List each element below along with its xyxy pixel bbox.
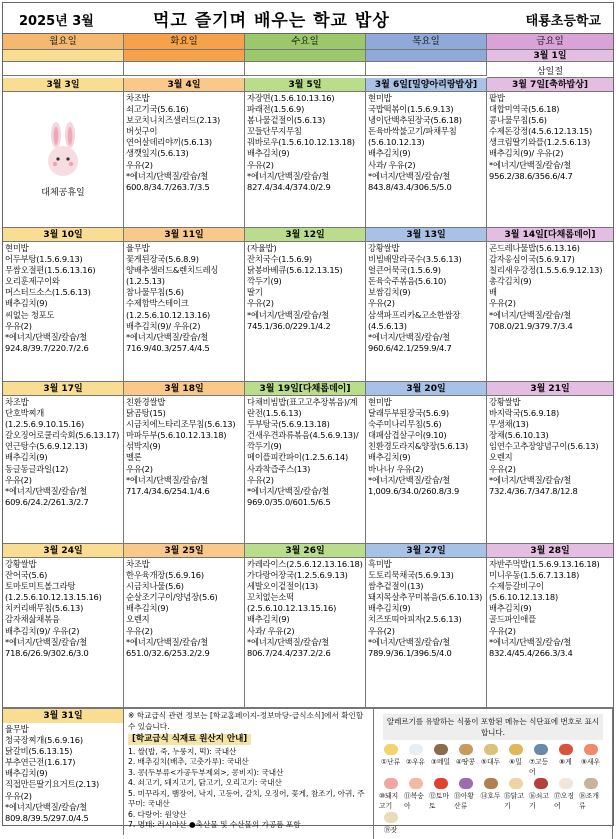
allergy-label: ⑫토마토 <box>429 792 449 810</box>
menu-text: 카레라이스(2.5.6.12.13.16.18) 가다랑어장국(1.2.5.6.9.13) 세발오이겉절이(13) 꼬치없는소떡(2.5.6.10.12.13.15.16) 배추김치(9) 사과/ 우유(2) *에너지/단백질/칼슘/철 806.7/24.4/237.2/2.6 <box>247 559 363 658</box>
page-title: 먹고 즐기며 배우는 학교 밥상 <box>153 11 390 31</box>
allergen-food-icon <box>384 812 398 823</box>
allergy-item <box>454 744 477 776</box>
week5-monday <box>3 709 124 835</box>
menu-cell <box>124 92 245 228</box>
holiday-label: 대체공휴일 <box>41 188 85 198</box>
allergy-item <box>529 744 552 776</box>
allergy-item <box>479 778 502 810</box>
empty-cell <box>366 62 487 76</box>
day-header-fri: 금요일 <box>487 34 613 50</box>
allergen-food-icon <box>409 744 423 755</box>
menu-cell <box>3 558 124 708</box>
allergy-label: ⑱조개류 <box>579 792 599 810</box>
empty-cell <box>124 62 245 76</box>
empty-cell <box>245 62 366 76</box>
menu-cell <box>124 242 245 382</box>
allergen-food-icon <box>559 744 573 755</box>
menu-text: 차조밥 한우육개장(5.6.9.16) 시금치나물(5.6) 순살조기구이/양념장(5.6) 배추김치(9) 오렌지 우유(2) *에너지/단백질/칼슘/철 651.0/32.6/253.2/2.9 <box>126 559 218 658</box>
allergy-item <box>579 744 602 776</box>
menu-cell <box>366 396 487 544</box>
allergen-food-icon <box>434 744 448 755</box>
allergy-grid <box>377 742 609 836</box>
menu-text: 율무밥 청국장찌개(5.6.9.16) 닭갈비(5.6.13.15) 부추연근전(1.6.17) 배추김치(9) 직접만든딸기요거트(2.13) 우유(2) *에너지/단백질/칼슘/철 809.8/39.5/297.0/4.5 <box>5 724 100 823</box>
title-bar <box>3 3 613 34</box>
allergy-item <box>429 744 452 776</box>
allergy-item <box>529 778 552 810</box>
menu-text: 곤드레나물밥(5.6.13.16) 감자옹심이국(5.6.9.17) 칠리새우강정(1.5.5.6.9.12.13) 총각김치(9) 배 우유(2) *에너지/단백질/칼슘/철 708.0/21.9/379.7/3.4 <box>489 243 603 331</box>
date-header: 3월 18일 <box>124 382 245 396</box>
allergen-food-icon <box>384 778 398 789</box>
allergen-food-icon <box>409 778 423 789</box>
allergen-food-icon <box>484 744 498 755</box>
color-strip <box>124 50 245 62</box>
menu-text: 흑미밥 도토리묵채국(5.6.9.13) 쌈추겉절이(13) 돼지목살추꾸미볶음(5.6.10.13) 배추김치(9) 치즈또띠아피자(2.5.6.13) 우유(2) *에너지/단백질/칼슘/철 789.9/36.1/396.5/4.0 <box>368 559 483 658</box>
date-header: 3월 13일 <box>366 228 487 242</box>
notice-item: 7. 명태: 러시아산 ●축산물 및 수산물의 가공품 포함 <box>128 820 301 829</box>
empty-cell <box>3 62 124 76</box>
menu-text: 차조밥 단호박찌개(1.2.5.6.9.10.15.16) 갈오징어로쿨리숙회(5.6.13.17) 연근탕수(5.6.9.12.13) 배추김치(9) 동글동글과일(12) 우유(2) *에너지/단백질/칼슘/철 609.6/24.2/261.3/2.7 <box>5 397 120 507</box>
allergy-item <box>404 744 427 776</box>
allergy-label: ⑮닭고기 <box>504 792 524 810</box>
allergy-label: ⑤대두 <box>480 758 501 766</box>
allergy-label: ⑦고등어 <box>529 758 549 776</box>
menu-cell <box>245 558 366 708</box>
color-strip <box>245 50 366 62</box>
allergen-food-icon <box>534 778 548 789</box>
allergen-food-icon <box>384 744 398 755</box>
allergen-food-icon <box>584 744 598 755</box>
menu-cell <box>245 396 366 544</box>
date-header: 3월 21일 <box>487 382 613 396</box>
date-header: 3월 19일[다채롭데이] <box>245 382 366 396</box>
origin-notice <box>124 709 374 839</box>
menu-text: 강황쌀밥 비빔배말라국수(3.5.6.13) 얼큰어묵국(1.5.6.9) 돈육숙주볶음(5.6.10) 보쌈김치(9) 우유(2) 삼색파프리카&고소한쌈장(4.5.6.13) *에너지/단백질/칼슘/철 960.6/42.1/259.9/4.7 <box>368 243 462 353</box>
menu-text: 팥밥 대합미역국(5.6.18) 콩나물무침(5.6) 수제돈강정(4.5.6.12.13.15) 생크림딸기와플(1.2.5.6.13) 배추김치(9)/ 우유(2) *에너지/단백질/칼슘/철 956.2/38.6/356.6/4.7 <box>489 93 593 181</box>
allergy-item <box>404 778 427 810</box>
date-header: 3월 11일 <box>124 228 245 242</box>
school-name: 태룡초등학교 <box>525 14 601 29</box>
date-header: 3월 1일 <box>487 50 613 62</box>
allergy-label: ④땅콩 <box>455 758 476 766</box>
menu-cell <box>487 92 613 228</box>
allergy-item <box>504 778 527 810</box>
color-strip <box>366 50 487 62</box>
allergen-food-icon <box>509 744 523 755</box>
meal-calendar <box>2 2 614 834</box>
notice-item: 3. 콩(두부류<가공두부제외>, 콩비지): 국내산 <box>128 767 284 777</box>
menu-cell <box>487 396 613 544</box>
menu-text: 친환경쌀밥 닭곰탕(15) 시금치에느타리조무침(5.6.13) 마파두부(5.6.10.12.13.18) 섞박지(9) 멜론 우유(2) *에너지/단백질/칼슘/철 717.4/34.6/254.1/4.6 <box>126 397 236 496</box>
date-header: 3월 25일 <box>124 544 245 558</box>
menu-text: 현미밥 국밥떡볶이(1.5.6.9.13) 냉이단백추된장국(5.6.18) 돈육바싹불고기/파채무침(5.6.10.12.13) 배추김치(9) 사과/ 우유(2) *에너지/단백질/칼슘/철 843.8/43.4/306.5/5.0 <box>368 93 462 192</box>
allergy-item <box>429 778 452 810</box>
date-header: 3월 4일 <box>124 78 245 92</box>
menu-text: 차조밥 쇠고기국(5.6.16) 보코치니치즈샐러드(2.13) 버섯구이 연어살데리야끼(5.6.13) 생깻잎지(5.6.13) 우유(2) *에너지/단백질/칼슘/철 600.8/34.7/263.7/3.5 <box>126 93 221 192</box>
allergen-food-icon <box>509 778 523 789</box>
day-header-thu: 목요일 <box>366 34 487 50</box>
menu-cell <box>366 558 487 708</box>
allergy-label: ①난류 <box>380 758 401 766</box>
menu-cell <box>487 558 613 708</box>
allergy-label: ③메밀 <box>430 758 451 766</box>
allergy-label: ⑬아황산류 <box>454 792 474 810</box>
menu-cell <box>3 396 124 544</box>
date-header: 3월 10일 <box>3 228 124 242</box>
menu-text: 강황쌀밥 바지락국(5.6.9.18) 무생채(13) 장채(5.6.10.13) 임연수고추장양념구이(5.6.13) 오렌지 우유(2) *에너지/단백질/칼슘/철 732.4/36.7/347.8/12.8 <box>489 397 599 496</box>
day-header-tue: 화요일 <box>124 34 245 50</box>
allergy-title: 알레르기를 유발하는 식품이 포함된 메뉴는 식단표에 번호로 표시합니다. <box>383 714 603 740</box>
allergy-item <box>379 812 402 834</box>
notice-line: ※ 학교급식 관련 정보는 [학교홈페이지-정보마당-급식소식]에서 확인할 수 있습니다. <box>128 711 364 731</box>
allergy-label: ⑧게 <box>559 758 572 766</box>
date-header: 3월 6일[밀양아리랑밥상] <box>366 78 487 92</box>
footer <box>3 708 613 839</box>
allergy-item <box>554 778 577 810</box>
date-header: 3월 7일[축하밥상] <box>487 78 613 92</box>
menu-text: 자장면(1.5.6.10.13.16) 파래전(1.5.6.9) 봄나물겉절이(5.6.13) 꼬들단무지무침 꿔바로우(1.5.6.10.12.13.18) 배추김치(9) 우유(2) *에너지/단백질/칼슘/철 827.4/34.4/374.0/2.9 <box>247 93 355 192</box>
allergy-label: ⑰오징어 <box>554 792 574 810</box>
notice-item: 2. 배추김치(배추, 고춧가루): 국내산 <box>128 757 249 766</box>
date-header: 3월 20일 <box>366 382 487 396</box>
menu-cell <box>487 242 613 382</box>
date-header: 3월 5일 <box>245 78 366 92</box>
menu-cell <box>366 242 487 382</box>
holiday-note: 삼일절 <box>487 62 613 78</box>
allergen-food-icon <box>559 778 573 789</box>
allergy-item <box>379 778 402 810</box>
allergy-item <box>479 744 502 776</box>
notice-item: 1. 쌀(밥, 죽, 누룽지, 떡): 국내산 <box>128 746 237 756</box>
date-header: 3월 27일 <box>366 544 487 558</box>
menu-text: 현미밥 어두부탕(1.5.6.9.13) 무쌈오절편(1.5.6.13.16) 오리훈제구이와 머스터드소스(1.5.6.13) 배추김치(9) 씨없는 청포도 우유(2) *에너지/단백질/칼슘/철 924.8/39.7/220.7/2.6 <box>5 243 96 353</box>
month-label: 2025년 3월 <box>19 14 94 29</box>
date-header: 3월 24일 <box>3 544 124 558</box>
allergen-food-icon <box>434 778 448 789</box>
allergen-food-icon <box>584 778 598 789</box>
date-header: 3월 3일 <box>3 78 124 92</box>
holiday-cell <box>3 92 124 228</box>
allergy-label: ⑲잣 <box>383 826 398 834</box>
menu-cell <box>245 92 366 228</box>
menu-text: (자율밥) 잔치국수(1.5.6.9) 닭봉바베큐(5.6.12.13.15) 깍두기(9) 딸기 우유(2) *에너지/단백질/칼슘/철 745.1/36.0/229.1/4.2 <box>247 243 343 331</box>
date-header: 3월 28일 <box>487 544 613 558</box>
color-strip <box>3 50 124 62</box>
allergy-label: ⑪복숭아 <box>404 792 424 810</box>
allergy-item <box>379 744 402 776</box>
date-header: 3월 31일 <box>3 709 123 723</box>
menu-text: 현미밥 달래두부된장국(5.6.9) 숙주미나리무침(5.6) 대패삼겹살구이(9.10) 친환경도라지&양장(5.6.13) 배추김치(9) 바나나/ 우유(2) *에너지/단백질/칼슘/철 1,009.6/34.0/260.8/3.9 <box>368 397 469 496</box>
notice-items <box>128 747 369 831</box>
allergen-food-icon <box>534 744 548 755</box>
date-header: 3월 17일 <box>3 382 124 396</box>
allergy-label: ②우유 <box>405 758 426 766</box>
menu-cell <box>366 92 487 228</box>
allergy-label: ⑯쇠고기 <box>529 792 549 810</box>
allergy-item <box>554 744 577 776</box>
allergy-label: ⑩돼지고기 <box>379 792 399 810</box>
menu-text: 강황쌀밥 잔어국(5.6) 토마토미트볼그라탕(1.2.5.6.10.12.13.15.16) 치커리배무침(5.6.13) 감자채삶채볶음 배추김치(9)/ 우유(2) *에너지/단백질/칼슘/철 718.6/26.9/302.6/3.0 <box>5 559 102 658</box>
menu-text: 율무밥 꽃게된장국(5.6.8.9) 양배추샐러드&렌치드레싱(1.2.5.13) 참나물무침(5.6) 수제함박스테이크(1.2.5.6.10.12.13.16) 배추김치(9)/ 우유(2) *에너지/단백질/칼슘/철 716.9/40.3/257.4/4.5 <box>126 243 219 353</box>
menu-cell <box>245 242 366 382</box>
allergy-item <box>579 778 602 810</box>
allergen-food-icon <box>484 778 498 789</box>
allergy-item <box>504 744 527 776</box>
notice-item: 4. 쇠고기, 돼지고기, 닭고기, 오리고기: 국내산 <box>128 778 282 787</box>
date-header: 3월 14일[다채롭데이] <box>487 228 613 242</box>
date-header: 3월 26일 <box>245 544 366 558</box>
allergy-label: ⑭호두 <box>480 792 501 800</box>
notice-item: 5. 미꾸라지, 뱀장어, 낙지, 고등어, 갈치, 오징어, 꽃게, 참조기, 아귀, 주꾸미: 국내산 <box>128 788 365 808</box>
menu-cell <box>124 396 245 544</box>
menu-cell <box>124 558 245 708</box>
allergen-food-icon <box>459 744 473 755</box>
allergy-item <box>454 778 477 810</box>
notice-tag: [학교급식 식재료 원산지 안내] <box>128 734 251 745</box>
menu-text: 자반주먹밥(1.5.6.9.13.16.18) 미니우동(1.5.6.7.13.18) 수제등갈비구이(5.6.10.12.13.18) 배추김치(9) 골드파인애플 우유(2) *에너지/단백질/칼슘/철 832.4/45.4/266.3/3.4 <box>489 559 600 658</box>
calendar-grid <box>3 34 613 708</box>
date-header: 3월 12일 <box>245 228 366 242</box>
notice-item: 6. 다랑어: 원양산 <box>128 809 187 819</box>
allergen-food-icon <box>459 778 473 789</box>
menu-cell <box>3 242 124 382</box>
bunny-icon <box>44 121 82 179</box>
allergy-label: ⑥밀 <box>509 758 522 766</box>
allergy-panel <box>374 709 613 839</box>
day-header-wed: 수요일 <box>245 34 366 50</box>
menu-text: 다채비빔밥(표고고추장볶음)/계란전(1.5.6.13) 두부탕국(5.6.9.13.18) 건새우견과류볶음(4.5.6.9.13)/ 깍두기(9) 메이플피칸파이(1.2.5.6.14) 사과착즙주스(13) 우유(2) *에너지/단백질/칼슘/철 969.0/35.0/601.5/6.5 <box>247 397 359 507</box>
allergy-label: ⑨새우 <box>580 758 601 766</box>
day-header-mon: 월요일 <box>3 34 124 50</box>
